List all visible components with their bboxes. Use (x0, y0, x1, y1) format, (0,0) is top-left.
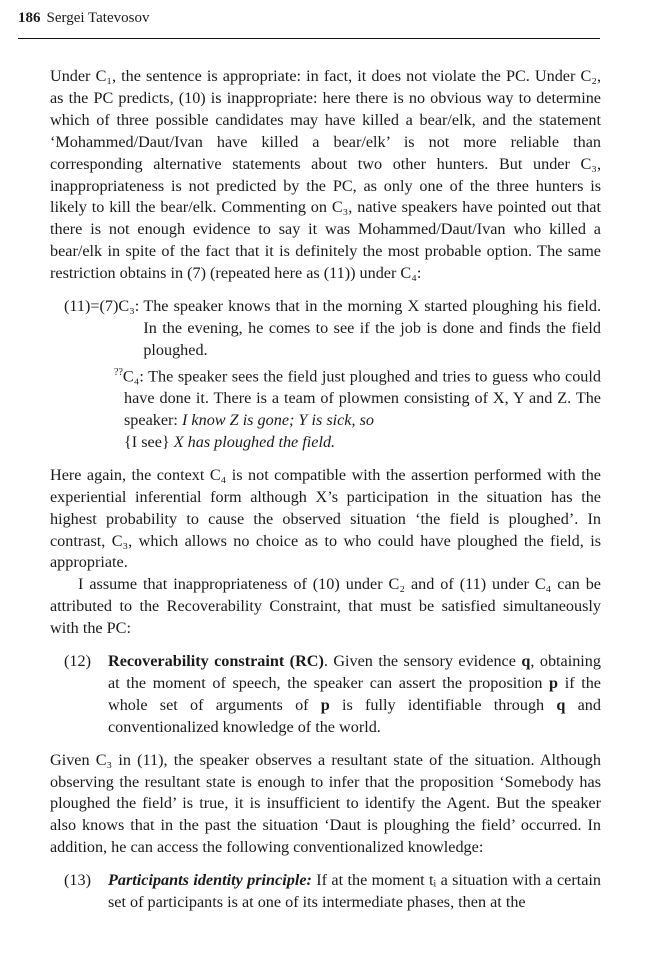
example-11-c4 (40, 362, 601, 454)
example-12-text-2: , obtaining at the moment of speech, the speaker can assert the proposition (108, 652, 601, 692)
paragraph-4: Given C₃ in (11), the speaker observes a resultant state of the situation. Although observing the resultant state is enough to infer that the proposition ‘Somebody has ploughed the field’ is true, it is insufficient to identify the Agent. But the speaker also knows that in the past the situation ‘Daut is ploughing the field’ occurred. In addition, he can access the following conventionalized knowledge: (50, 750, 601, 857)
running-header (18, 10, 600, 39)
example-12-q-2: q (556, 695, 566, 714)
example-12-p-2: p (320, 695, 330, 714)
example-12-text-4: is fully identifiable through (329, 695, 557, 714)
page-number: 186 (18, 10, 41, 26)
example-11 (50, 296, 601, 454)
example-12-text-5: and conventionalized knowledge of the world. (108, 695, 601, 736)
example-11-c4-quote: I know Z is gone; Y is sick, so (181, 410, 374, 429)
example-12-text-3: if the whole set of arguments of (108, 673, 601, 714)
paragraph-1: Under C₁, the sentence is appropriate: in fact, it does not violate the PC. Under C₂, as the PC predicts, (10) is inappropriate: here there is no obvious way to determine which of three possible candidates may have killed a bear/elk, and the statement ‘Mohammed/Daut/Ivan have killed a bear/elk’ is not more reliable than corresponding alternative statements about two other hunters. But under C₃, inappropriateness is not predicted by the PC, as only one of the three hunters is likely to kill the bear/elk. Commenting on C₃, native speakers have pointed out that there is not enough evidence to say it was Mohammed/Daut/Ivan who killed a bear/elk in spite of the fact that it is definitely the most probable option. The same restriction obtains in (7) (repeated here as (11)) under C₄: (50, 67, 601, 283)
example-13-number: (13) (64, 871, 91, 890)
example-13-term: Participants identity principle: (108, 871, 312, 890)
running-head-author: Sergei Tatevosov (46, 10, 150, 26)
example-11-c3-text: The speaker knows that in the morning X started ploughing his field. In the evening, he comes to see if the job is done and finds the field ploughed. (143, 297, 601, 359)
example-12-p-1: p (549, 673, 559, 692)
example-11-c4-final: X has ploughed the field. (173, 432, 336, 451)
example-11-c4-text: The speaker sees the field just ploughed and tries to guess who could have done it. There is a team of plowmen consisting of X, Y and Z. The speaker: (124, 367, 601, 429)
example-13 (50, 870, 601, 914)
example-12-text-1: . Given the sensory evidence (323, 652, 522, 671)
example-12-term: Recoverability constraint (RC) (108, 652, 324, 671)
paragraph-3: I assume that inappropriateness of (10) under C₂ and of (11) under C₄ can be attributed to the Recoverability Constraint, that must be satisfied simultaneously with the PC: (50, 575, 601, 638)
example-11-c4-brace: {I see} (124, 432, 170, 451)
example-11-c4-label: C₄: (122, 367, 144, 386)
page-body (50, 66, 601, 925)
example-13-text: If at the moment tᵢ a situation with a certain set of participants is at one of its intermediate phases, then at the (108, 871, 601, 912)
example-12-body (108, 651, 601, 739)
example-12-q-1: q (521, 652, 531, 671)
example-12 (50, 651, 601, 739)
example-11-number: (11)=(7)C₃: (64, 297, 140, 316)
paragraph-2: Here again, the context C₄ is not compatible with the assertion performed with the experiential inferential form although X’s participation in the situation has the highest probability to cause the observed situation ‘the field is ploughed’. In contrast, C₃, which allows no choice as to who could have ploughed the field, is appropriate. (50, 465, 601, 572)
example-12-number: (12) (64, 652, 91, 671)
example-11-c4-mark: ?? (114, 366, 123, 378)
example-13-body (108, 870, 601, 914)
